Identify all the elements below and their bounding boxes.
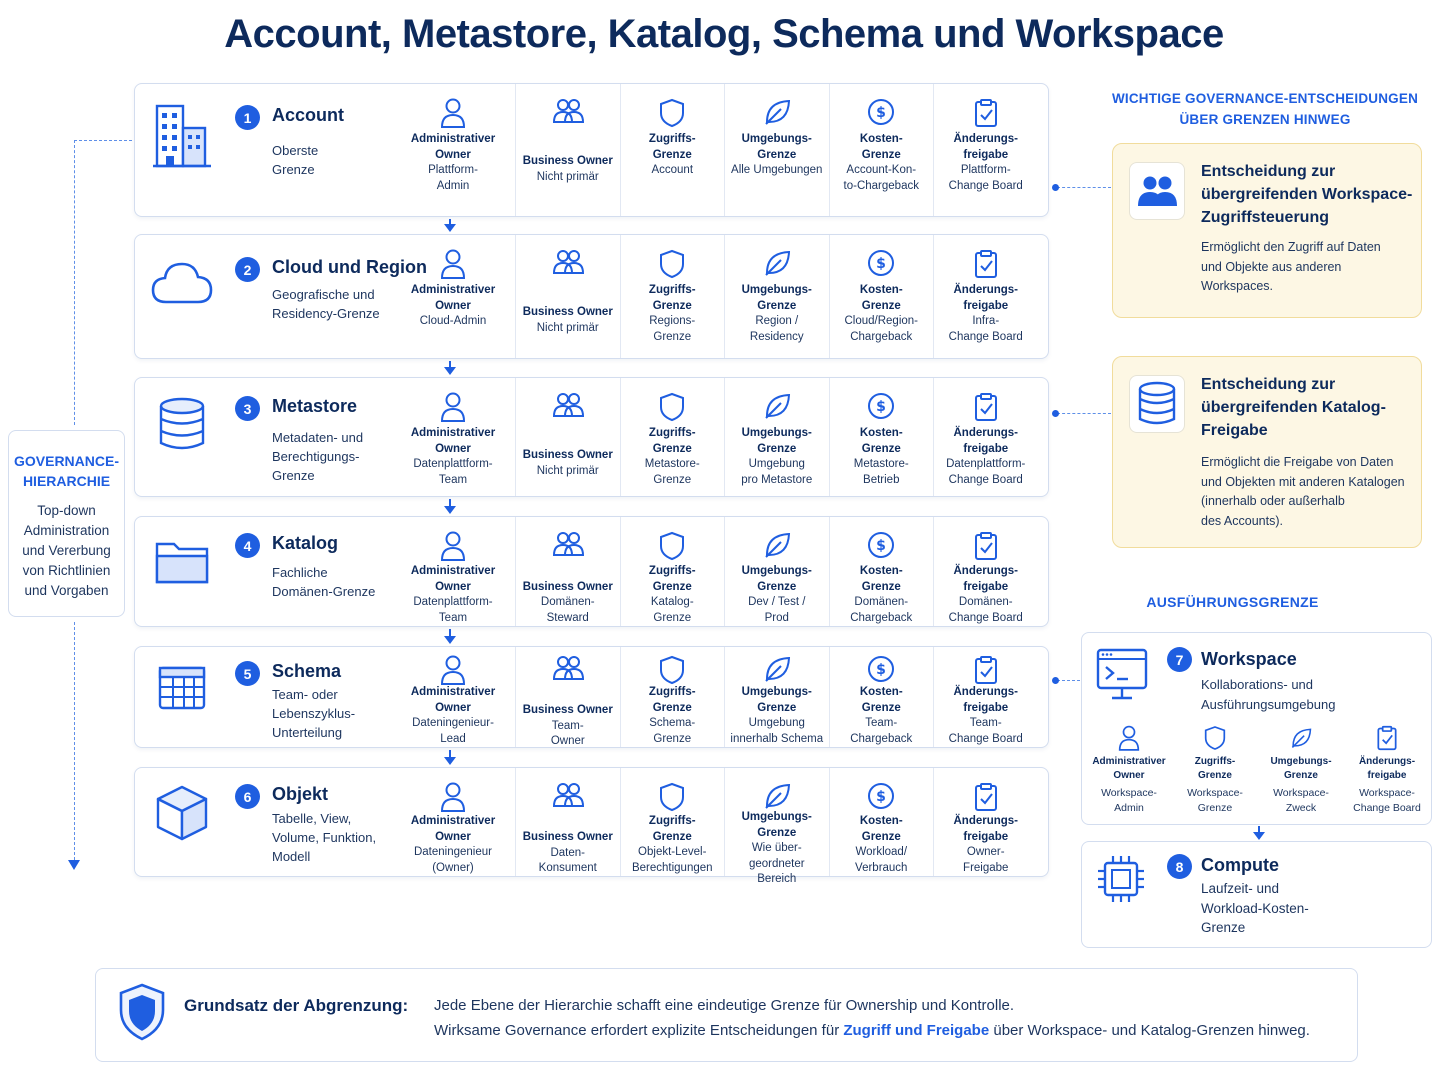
step-badge: 7 [1167,647,1192,672]
col-value: Workspace- Admin [1101,787,1157,814]
svg-text:$: $ [876,662,887,678]
col-title: Umgebungs- Grenze [741,811,812,839]
col-title: Umgebungs- Grenze [741,565,812,593]
hierarchy-row-metastore [134,377,1049,497]
col-title: Kosten- Grenze [859,284,903,312]
terminal-icon [1096,647,1148,708]
col-value: Wie über- geordneter Bereich [748,842,805,885]
col-value: Team- Change Board [948,717,1023,745]
owner-icon [440,249,466,283]
workspace-card [1081,632,1432,825]
decision-connector-2 [1057,413,1111,414]
side-title: GOVERNANCE- HIERARCHIE [13,453,119,489]
col-owner [391,517,515,626]
col-change [933,647,1038,747]
col-title: Zugriffs- Grenze [648,565,696,593]
owner-icon [1118,725,1140,755]
compute-name: Compute [1201,855,1279,875]
workspace-name: Workspace [1201,649,1297,669]
execution-heading: AUSFÜHRUNGSGRENZE [1146,594,1319,610]
col-value: Datenplattform- Team [413,458,493,486]
col-change [933,378,1038,496]
access-icon [1204,725,1226,755]
col-owner [391,84,515,216]
cost-icon [867,249,895,283]
col-value: Workload/ Verbrauch [855,846,908,874]
col-owner [391,378,515,496]
col-value: Domänen- Chargeback [850,596,913,624]
col-title: Business Owner [522,155,613,167]
business-icon [552,392,584,426]
col-cost [829,378,934,496]
col-title: Business Owner [522,306,613,318]
col-env [724,235,829,358]
col-value: Workspace- Grenze [1187,787,1243,814]
col-title: Administrativer Owner [410,427,496,455]
col-cost [829,768,934,876]
workspace-col-change [1344,725,1430,816]
change-icon [974,531,998,564]
workspace-desc: Kollaborations- und Ausführungsumgebung [1201,677,1336,712]
table-icon [149,653,215,723]
row-name: Katalog [272,533,339,553]
access-icon [659,531,685,564]
connector-dot [1052,184,1059,191]
col-value: Domänen- Steward [540,596,595,624]
col-title: Administrativer Owner [1092,756,1166,781]
col-title: Administrativer Owner [410,133,496,161]
business-icon [552,531,584,558]
svg-text:$: $ [876,538,887,554]
business-icon [552,782,584,808]
col-value: Team- Chargeback [850,717,913,745]
col-value: Cloud/Region- Chargeback [844,315,918,343]
col-business [515,647,620,747]
col-env [724,647,829,747]
env-icon [763,98,791,132]
col-env [724,517,829,626]
row-desc: Team- oder Lebenszyklus- Unterteilung [272,687,356,740]
side-text: Top-down Administration und Vererbung von Richtlinien und Vorgaben [22,503,111,598]
change-icon [974,392,998,426]
decision-title: Entscheidung zur übergreifenden Workspace- Zugriffsteuerung [1201,163,1413,226]
owner-icon [440,531,466,564]
access-icon [659,655,685,685]
decision-card-workspace [1112,143,1422,318]
change-icon [974,655,998,685]
col-value: Schema- Grenze [649,717,696,745]
cloud-icon [149,247,215,317]
svg-text:$: $ [876,789,887,805]
col-title: Administrativer Owner [410,815,496,843]
col-title: Änderungs- freigabe [953,565,1019,593]
folder-icon [149,527,215,597]
access-icon [659,249,685,283]
col-access [620,647,725,747]
hierarchy-arrow-icon [68,860,80,870]
change-icon [1376,725,1398,755]
decision-title: Entscheidung zur übergreifenden Katalog- Freigabe [1201,376,1386,439]
col-business [515,378,620,496]
col-value: Domänen- Change Board [948,596,1023,624]
col-title: Business Owner [522,449,613,461]
hierarchy-arrow-icon [449,750,451,759]
row-columns [391,378,1038,496]
col-access [620,768,725,876]
col-access [620,235,725,358]
hierarchy-line-top [74,140,75,425]
connector-dot [1052,677,1059,684]
col-title: Umgebungs- Grenze [741,284,812,312]
col-business [515,768,620,876]
workspace-compute-arrow [1258,826,1260,834]
workspace-col-owner [1086,725,1172,816]
col-title: Zugriffs- Grenze [1194,756,1236,781]
col-title: Kosten- Grenze [859,686,903,714]
col-value: Infra- Change Board [948,315,1023,343]
col-value: Dateningenieur (Owner) [413,846,492,874]
col-title: Administrativer Owner [410,284,496,312]
chip-icon [1096,854,1146,909]
connector-dot [1052,410,1059,417]
col-value: Region / Residency [749,315,804,343]
col-owner [391,768,515,876]
compute-desc: Laufzeit- und Workload-Kosten- Grenze [1201,881,1309,935]
row-name: Metastore [272,396,358,416]
owner-icon [440,98,466,132]
workspace-col-env [1258,725,1344,816]
col-value: Nicht primär [536,464,599,477]
row-columns [391,235,1038,358]
col-change [933,768,1038,876]
col-value: Daten- Konsument [538,846,597,874]
cost-icon [867,531,895,564]
col-value: Plattform- Admin [428,164,478,192]
business-icon [552,655,584,681]
row-desc: Tabelle, View, Volume, Funktion, Modell [272,811,377,864]
col-env [724,378,829,496]
col-business [515,84,620,216]
hierarchy-arrow-icon [449,361,451,369]
col-title: Änderungs- freigabe [953,686,1019,714]
col-access [620,378,725,496]
row-columns [391,768,1038,885]
step-badge: 8 [1167,854,1192,879]
hierarchy-row-objekt [134,767,1049,885]
col-value: Owner- Freigabe [963,846,1009,874]
database-icon [1129,375,1185,433]
step-badge: 4 [235,533,260,558]
decision-card-catalog [1112,356,1422,548]
shield-icon [118,983,166,1046]
change-icon [974,782,998,814]
col-title: Änderungs- freigabe [953,284,1019,312]
col-value: Alle Umgebungen [731,164,823,176]
hierarchy-row-schema [134,646,1049,748]
row-columns [391,84,1038,216]
col-access [620,517,725,626]
col-value: Regions- Grenze [649,315,696,343]
hierarchy-row-cloud-und-region [134,234,1049,359]
hierarchy-connector [74,140,132,141]
hierarchy-row-katalog [134,516,1049,627]
env-icon [763,655,791,685]
col-value: Datenplattform- Team [413,596,493,624]
col-value: Nicht primär [536,170,599,183]
col-title: Änderungs- freigabe [953,133,1019,161]
col-title: Umgebungs- Grenze [741,427,812,455]
page-title: Account, Metastore, Katalog, Schema und Workspace [224,12,1224,56]
col-business [515,235,620,358]
owner-icon [440,392,466,426]
step-badge: 2 [235,257,260,282]
col-value: Metastore- Betrieb [853,458,909,486]
col-change [933,235,1038,358]
col-value: Team- Owner [550,719,585,747]
change-icon [974,249,998,283]
col-change [933,517,1038,626]
col-cost [829,647,934,747]
hierarchy-arrow-icon [449,629,451,638]
col-title: Kosten- Grenze [859,565,903,593]
business-icon [552,249,584,283]
row-columns [391,517,1038,626]
env-icon [763,531,791,564]
decision-text: Ermöglicht die Freigabe von Daten und Objekten mit anderen Katalogen (innerhalb oder außerhalb des Accounts). [1201,455,1405,528]
col-title: Business Owner [522,580,613,593]
workspace-columns [1086,725,1430,816]
workspace-connector [1057,680,1080,681]
col-value: Dev / Test / Prod [748,596,806,624]
access-icon [659,392,685,426]
cost-icon [867,98,895,132]
col-value: Workspace- Change Board [1353,787,1421,814]
col-title: Änderungs- freigabe [953,815,1019,843]
col-title: Business Owner [522,704,613,716]
svg-text:$: $ [876,105,887,121]
step-badge: 6 [235,784,260,809]
col-title: Zugriffs- Grenze [648,133,696,161]
col-value: Account-Kon- to-Chargeback [843,164,919,192]
governance-heading: WICHTIGE GOVERNANCE-ENTSCHEIDUNGEN ÜBER GRENZEN HINWEG [1111,91,1419,127]
env-icon [1290,725,1312,755]
col-value: Workspace- Zweck [1273,787,1329,814]
hierarchy-arrow-icon [449,219,451,226]
col-cost [829,84,934,216]
col-value: Nicht primär [536,321,599,334]
col-title: Zugriffs- Grenze [648,427,696,455]
col-change [933,84,1038,216]
cost-icon [867,392,895,426]
col-title: Zugriffs- Grenze [648,284,696,312]
step-badge: 3 [235,396,260,421]
col-access [620,84,725,216]
building-icon [149,100,215,170]
row-desc: Geografische und Residency-Grenze [272,287,380,321]
col-owner [391,647,515,747]
row-columns [391,647,1038,747]
users-icon [1129,162,1185,220]
col-value: Katalog- Grenze [650,596,694,624]
decision-text: Ermöglicht den Zugriff auf Daten und Objekte aus anderen Workspaces. [1201,240,1381,293]
principle-footer [95,968,1358,1062]
cube-icon [149,778,215,848]
governance-hierarchy-box [8,430,125,617]
hierarchy-row-account [134,83,1049,217]
col-title: Kosten- Grenze [859,427,903,455]
col-title: Administrativer Owner [410,686,496,714]
col-title: Änderungs- freigabe [1358,756,1416,781]
cost-icon [867,655,895,685]
col-owner [391,235,515,358]
database-icon [149,390,215,460]
col-value: Metastore- Grenze [644,458,700,486]
row-name: Schema [272,661,342,681]
col-value: Plattform- Change Board [948,164,1023,192]
col-value: Objekt-Level- Berechtigungen [631,846,713,874]
col-value: Umgebung pro Metastore [741,458,813,486]
col-title: Business Owner [522,831,613,843]
row-name: Objekt [272,784,329,804]
svg-text:$: $ [876,399,887,415]
col-cost [829,235,934,358]
hierarchy-line-bottom [74,622,75,860]
col-title: Umgebungs- Grenze [741,133,812,161]
owner-icon [440,655,466,685]
access-icon [659,98,685,132]
col-title: Administrativer Owner [410,565,496,593]
svg-text:$: $ [876,256,887,272]
col-title: Umgebungs- Grenze [1270,756,1332,781]
col-value: Account [651,164,694,176]
business-icon [552,98,584,132]
owner-icon [440,782,466,814]
env-icon [763,782,791,810]
col-cost [829,517,934,626]
col-value: Cloud-Admin [419,315,487,327]
row-name: Cloud und Region [272,257,427,277]
row-name: Account [272,105,344,125]
compute-card [1081,841,1432,948]
principle-line-2: Wirksame Governance erfordert explizite Entscheidungen für Zugriff und Freigabe über Workspace- und Katalog-Grenzen hinweg. [434,1022,1310,1039]
principle-label: Grundsatz der Abgrenzung: [184,996,409,1015]
col-title: Zugriffs- Grenze [648,686,696,714]
col-value: Umgebung innerhalb Schema [730,717,824,745]
workspace-col-access [1172,725,1258,816]
col-env [724,768,829,885]
col-value: Datenplattform- Change Board [946,458,1026,486]
cost-icon [867,782,895,814]
col-business [515,517,620,626]
col-title: Zugriffs- Grenze [648,815,696,843]
col-value: Dateningenieur- Lead [412,717,494,745]
col-env [724,84,829,216]
col-title: Änderungs- freigabe [953,427,1019,455]
col-title: Umgebungs- Grenze [741,686,812,714]
row-desc: Oberste Grenze [272,143,319,177]
env-icon [763,392,791,426]
step-badge: 1 [235,105,260,130]
hierarchy-arrow-icon [449,499,451,508]
access-icon [659,782,685,814]
change-icon [974,98,998,132]
principle-line-1: Jede Ebene der Hierarchie schafft eine eindeutige Grenze für Ownership und Kontrolle. [434,997,1015,1014]
row-desc: Metadaten- und Berechtigungs- Grenze [272,430,364,483]
row-desc: Fachliche Domänen-Grenze [272,565,376,599]
col-title: Kosten- Grenze [859,133,903,161]
step-badge: 5 [235,661,260,686]
col-title: Kosten- Grenze [859,815,903,843]
decision-connector-1 [1057,187,1111,188]
env-icon [763,249,791,283]
